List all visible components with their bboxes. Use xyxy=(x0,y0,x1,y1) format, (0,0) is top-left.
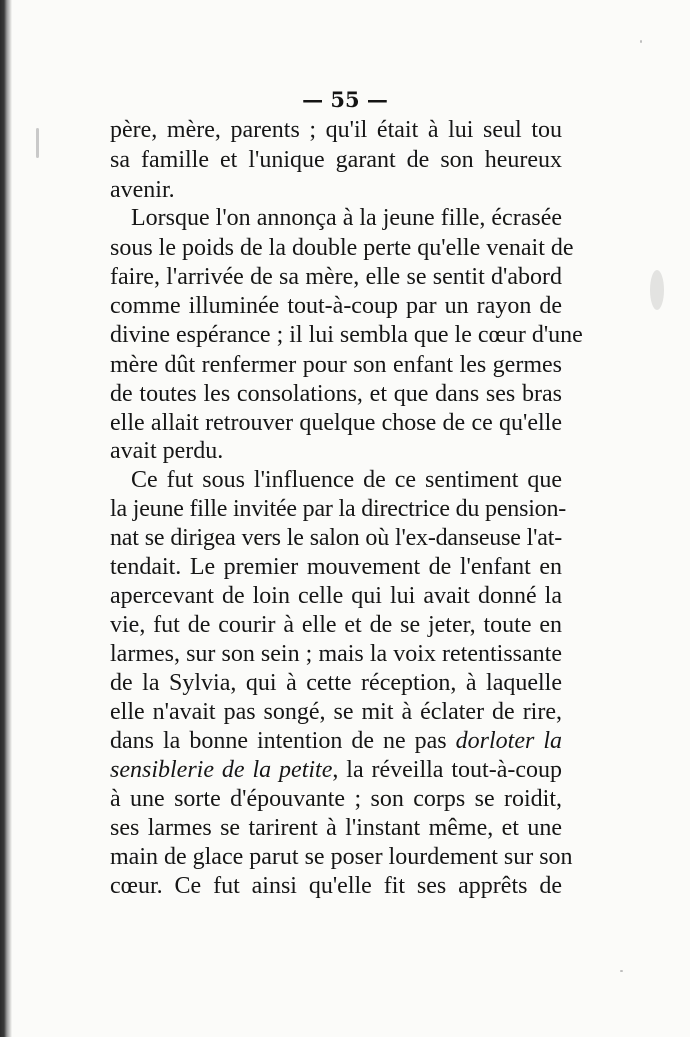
italic-span: sensiblerie de la petite xyxy=(110,757,333,783)
text-line: Lorsque l'on annonça à la jeune fille, écrasée xyxy=(131,205,562,231)
binding-edge xyxy=(0,0,12,1037)
italic-span: dorloter la xyxy=(455,728,562,754)
text-line: sous le poids de la double perte qu'elle venait de xyxy=(110,235,574,261)
text-line-with-italic xyxy=(110,726,562,756)
text-line: elle allait retrouver quelque chose de ce qu'elle xyxy=(110,410,562,436)
text-line: comme illuminée tout-à-coup par un rayon de xyxy=(110,293,562,319)
text-line: divine espérance ; il lui sembla que le cœur d'une xyxy=(110,322,583,348)
text-line: de la Sylvia, qui à cette réception, à laquelle xyxy=(110,670,562,696)
text-line: apercevant de loin celle qui lui avait donné la xyxy=(110,583,562,609)
page-number: — 55 — xyxy=(302,87,388,112)
text-line-with-italic xyxy=(110,755,562,785)
text-line: vie, fut de courir à elle et de se jeter, toute en xyxy=(110,612,562,638)
text-line: ses larmes se tarirent à l'instant même, et une xyxy=(110,815,562,841)
text-line: de toutes les consolations, et que dans ses bras xyxy=(110,381,562,407)
text-line: sa famille et l'unique garant de son heureux xyxy=(110,147,562,173)
paper-stain xyxy=(650,270,664,310)
paper-speck xyxy=(640,40,642,43)
text-line: cœur. Ce fut ainsi qu'elle fit ses apprêts de xyxy=(110,873,562,899)
text-line: Ce fut sous l'influence de ce sentiment que xyxy=(131,467,562,493)
text-line: mère dût renfermer pour son enfant les germes xyxy=(110,352,562,378)
text-line: tendait. Le premier mouvement de l'enfant en xyxy=(110,554,562,580)
text-line: avait perdu. xyxy=(110,438,224,464)
text-line: la jeune fille invitée par la directrice du pension- xyxy=(110,496,567,522)
text-line: larmes, sur son sein ; mais la voix retentissante xyxy=(110,641,562,667)
text-line: à une sorte d'épouvante ; son corps se roidit, xyxy=(110,786,562,812)
paper-mark xyxy=(36,128,39,158)
text-line: main de glace parut se poser lourdement sur son xyxy=(110,844,573,870)
text-line: elle n'avait pas songé, se mit à éclater de rire, xyxy=(110,699,562,725)
paper-speck xyxy=(620,970,623,972)
text-line: père, mère, parents ; qu'il était à lui seul tou xyxy=(110,117,562,143)
text-span: , la réveilla tout-à-coup xyxy=(332,757,562,783)
text-span: dans la bonne intention de ne pas xyxy=(110,728,456,754)
text-line: avenir. xyxy=(110,177,175,203)
text-line: nat se dirigea vers le salon où l'ex-danseuse l'at- xyxy=(110,525,562,551)
text-line: faire, l'arrivée de sa mère, elle se sentit d'abord xyxy=(110,264,562,290)
